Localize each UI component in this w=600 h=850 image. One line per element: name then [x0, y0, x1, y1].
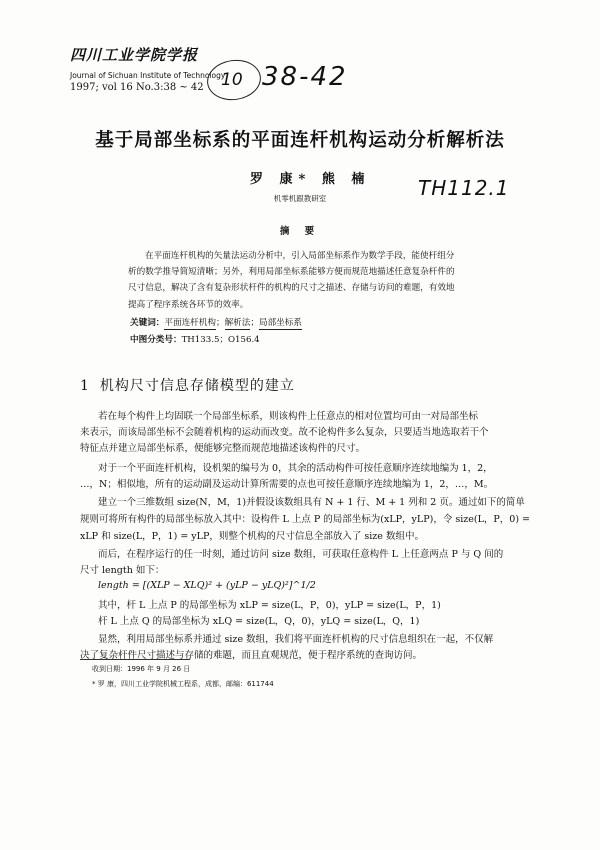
body-line: 来表示，而该局部坐标不会随着机构的运动而改变。故不论构件多么复杂，只要适当地选取若干个 [80, 427, 489, 438]
section-title: 机构尺寸信息存储模型的建立 [99, 378, 295, 394]
author-footnote: * 罗 康，四川工业学院机械工程系，成都，邮编：611744 [92, 680, 274, 688]
circled-number: 10 [221, 70, 243, 90]
length-formula: length = [(XLP − XLQ)² + (yLP − yLQ)²]^1/2 [98, 580, 316, 591]
journal-volume: 1997; vol 16 No.3:38 ~ 42 [70, 82, 204, 93]
section-number: 1 [80, 378, 90, 394]
keyword: 局部坐标系 [258, 318, 302, 328]
body-line: 特征点并建立局部坐标系，便能够完整而规范地描述该构件的尺寸。 [80, 443, 366, 454]
handwritten-pages: 38-42 [262, 62, 348, 92]
abstract-line: 尺寸信息，解决了含有复杂形状杆件的机构的尺寸之描述、存储与访问的难题，有效地 [128, 283, 455, 294]
keyword: 解析法 [224, 318, 251, 328]
section-heading [80, 375, 295, 395]
abstract-line: 在平面连杆机构的矢量法运动分析中，引入局部坐标系作为数学手段，能使杆组分 [145, 251, 455, 261]
classification-label: 中图分类号： [130, 335, 182, 345]
keywords-label: 关键词： [130, 318, 165, 328]
journal-name: 四川工业学院学报 [70, 46, 199, 64]
journal-header [70, 44, 225, 93]
paper-title: 基于局部坐标系的平面连杆机构运动分析解析法 [95, 130, 505, 151]
body-line: 规则可将所有构件的局部坐标放入其中：设构件 L 上点 P 的局部坐标为(xLP，yLP)，令 size(L，P，0) = [80, 514, 531, 525]
body-line: 而后，在程序运行的任一时刻，通过访问 size 数组，可获取任意构件 L 上任意两点 P 与 Q 间的 [98, 549, 504, 560]
keywords: 关键词：平面连杆机构；解析法；局部坐标系 [130, 318, 302, 328]
author-names: 罗 康* 熊 楠 [250, 172, 371, 187]
classification [130, 333, 260, 345]
handwritten-circled-number [207, 60, 263, 102]
body-line: 若在每个构件上均固联一个局部坐标系，则该构件上任意点的相对位置均可由一对局部坐标 [98, 411, 479, 422]
author-affiliation: 机零机跟教研室 [273, 194, 327, 203]
abstract-line: 析的数学推导简短清晰；另外，利用局部坐标系能够方便而规范地描述任意复杂杆件的 [128, 267, 455, 278]
footnote-divider [80, 659, 190, 660]
body-line: 尺寸 length 如下： [80, 565, 165, 576]
abstract-body [128, 248, 478, 313]
keyword: 平面连杆机构 [164, 318, 216, 328]
abstract-heading: 摘 要 [279, 226, 321, 237]
body-line: 其中，杆 L 上点 P 的局部坐标为 xLP = size(L，P，0)，yLP = size(L，P，1) [98, 600, 441, 611]
journal-english-name: Journal of Sichuan Institute of Technology [70, 71, 226, 80]
body-line: xLP 和 size(L，P，1) = yLP，则整个机构的尺寸信息全部放入了 size 数组中。 [80, 531, 424, 542]
abstract-line: 提高了程序系统各环节的效率。 [128, 299, 249, 310]
body-line: 决了复杂杆件尺寸描述与存储的难题，而且直观规范，便于程序系统的查询访问。 [80, 650, 423, 661]
classification-code: TH133.5；O156.4 [181, 335, 260, 345]
body-line: 显然，利用局部坐标系并通过 size 数组，我们将平面连杆机构的尺寸信息组织在一起，不仅解 [98, 634, 494, 645]
received-date: 收到日期：1996 年 9 月 26 日 [92, 665, 191, 673]
body-line: 建立一个三维数组 size(N，M，1)并假设该数组具有 N + 1 行、M + 1 列和 2 页。通过如下的简单 [98, 497, 525, 508]
body-line: 对于一个平面连杆机构，设机架的编号为 0，其余的活动构件可按任意顺序连续地编为 1，2， [98, 463, 493, 474]
body-line: 杆 L 上点 Q 的局部坐标为 xLQ = size(L，Q，0)，yLQ = size(L，Q，1) [98, 616, 420, 627]
body-line: …，N；相似地，所有的运动副及运动计算所需要的点也可按任意顺序连续地编为 1，2，…，M。 [80, 479, 494, 490]
handwritten-class-code: TH112.1 [418, 176, 510, 200]
